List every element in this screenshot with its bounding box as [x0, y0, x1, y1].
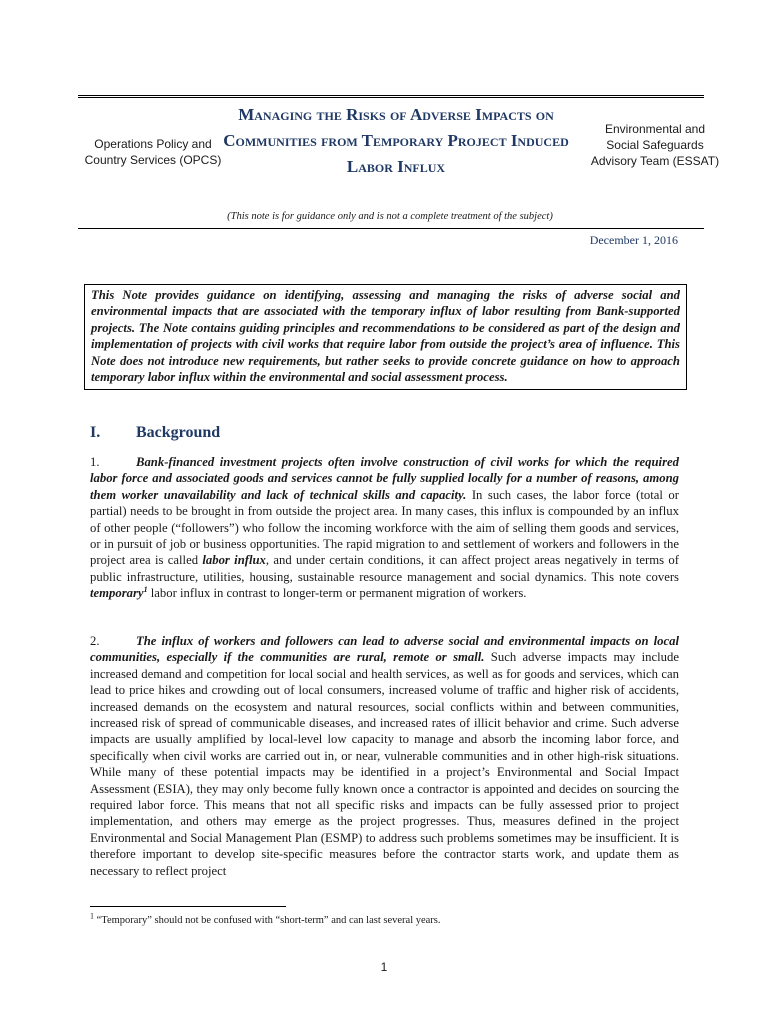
term-temporary: temporary [90, 586, 144, 601]
header-bottom-rule [78, 228, 704, 229]
paragraph-text: Such adverse impacts may include increased demand and competition for local social and health services, as well as for goods and services, which can lead to price hikes and crowding out of local consumers, increased volume of traffic and higher risk of accidents, increased demands on the ecosystem and natural resources, social conflicts within and between communities, increased risk of spread of communicable diseases, and increased rates of illicit behavior and crime. Such adverse impacts are usually amplified by local-level low capacity to manage and absorb the incoming labor force, and specifically when civil works are carried out in, or near, vulnerable communities and in other high-risk situations. While many of these potential impacts may be identified in a project’s Environmental and Social Impact Assessment (ESIA), they may only become fully known once a contractor is appointed and decides on sourcing the required labor force. This means that not all specific risks and impacts can be fully assessed prior to project implementation, and others may emerge as the project progresses. Thus, measures defined in the project Environmental and Social Management Plan (ESMP) to address such problems sometimes may be insufficient. It is therefore important to develop site-specific measures before the contractor starts work, and update them as necessary to reflect project [90, 650, 679, 878]
paragraph-number: 1. [90, 455, 100, 469]
footnote [90, 911, 679, 926]
guidance-note: (This note is for guidance only and is not a complete treatment of the subject) [227, 211, 553, 222]
footnote-separator [90, 906, 286, 907]
abstract-box: This Note provides guidance on identifying, assessing and managing the risks of adverse social and environmental impacts that are associated with the temporary influx of labor resulting from Bank-supported projects. The Note contains guiding principles and recommendations to be considered as part of the design and implementation of projects with civil works that require labor from outside the project’s area of influence. This Note does not introduce new requirements, but rather seeks to provide concrete guidance on how to approach temporary labor influx within the environmental and social assessment process. [84, 284, 687, 390]
paragraph-2 [90, 633, 679, 879]
section-title: Background [136, 424, 221, 441]
essat-label: Environmental and Social Safeguards Advisory Team (ESSAT) [590, 122, 720, 168]
document-title: Managing the Risks of Adverse Impacts on Communities from Temporary Project Induced Labor Influx [223, 105, 569, 176]
paragraph-text: In such cases, the labor force (total or partial) needs to be brought in from outside the project area. In many cases, this influx is compounded by an influx of other people (“followers”) who follow the incoming workforce with the aim of selling them goods and services, or in pursuit of job or business opportunities. The rapid migration to and settlement of workers and followers in the project area is called [90, 487, 679, 568]
paragraph-lead: Bank-financed investment projects often involve construction of civil works for which the required labor force and associated goods and services cannot be fully supplied locally for a number of reasons, among them worker unavailability and lack of technical skills and capacity. [90, 455, 679, 502]
document-date: December 1, 2016 [589, 233, 678, 247]
term-labor-influx: labor influx [202, 553, 266, 568]
footnote-mark: 1 [90, 911, 94, 921]
paragraph-text: , and under certain conditions, it can affect project areas negatively in terms of public infrastructure, utilities, housing, sustainable resource management and social dynamics. This note covers [90, 553, 679, 584]
paragraph-1 [90, 454, 679, 602]
footnote-text: “Temporary” should not be confused with “short-term” and can last several years. [94, 915, 441, 926]
section-heading [90, 424, 490, 442]
section-number: I. [90, 424, 101, 441]
footnote-reference[interactable]: 1 [143, 585, 148, 595]
paragraph-number: 2. [90, 634, 100, 648]
page-number: 1 [380, 960, 388, 974]
opcs-label: Operations Policy and Country Services (OPCS) [84, 137, 222, 167]
paragraph-lead: The influx of workers and followers can lead to adverse social and environmental impacts on local communities, especially if the communities are rural, remote or small. [90, 634, 679, 665]
header-top-rule [78, 95, 704, 98]
paragraph-text: labor influx in contrast to longer-term or permanent migration of workers. [147, 586, 527, 601]
